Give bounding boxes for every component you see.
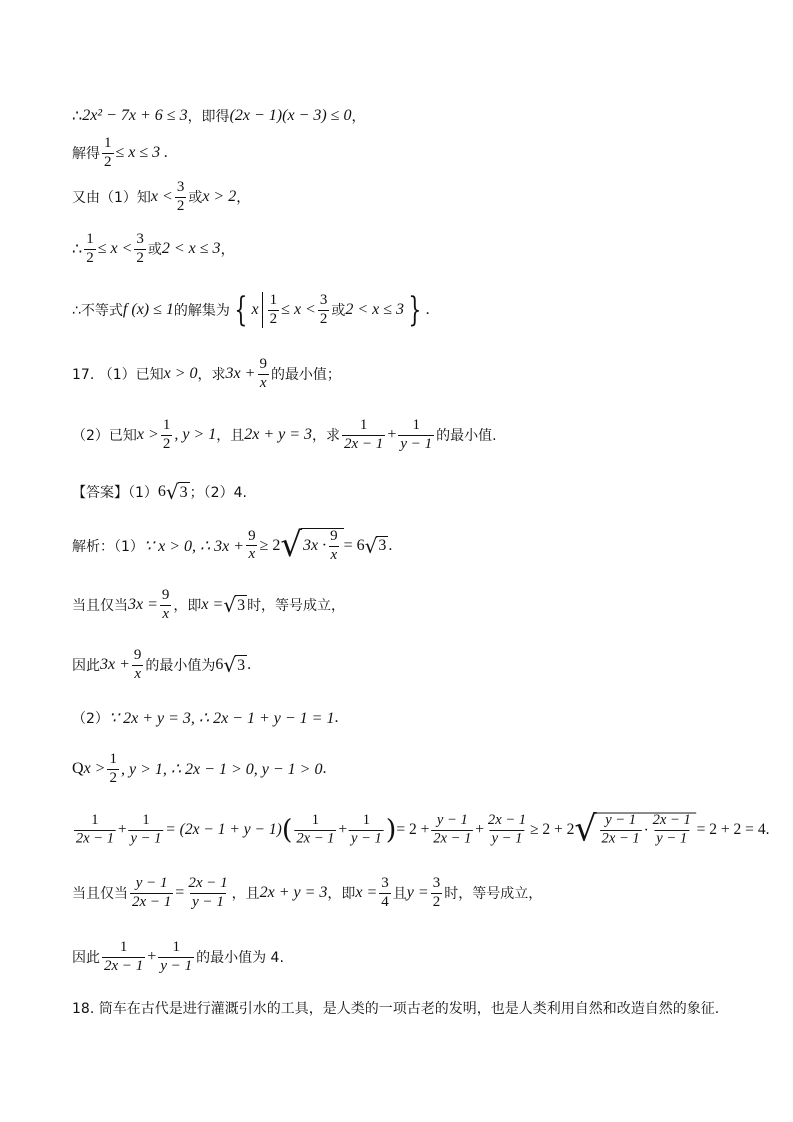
- text: ，即: [327, 886, 356, 903]
- numerator: 1: [119, 939, 128, 955]
- numerator: 2x − 1: [188, 875, 228, 891]
- fraction: [431, 876, 443, 911]
- numerator: 1: [86, 231, 94, 247]
- math-expression: 6: [215, 656, 224, 674]
- analysis-line-6: $\frac{1}{2x - 1}$ + $\frac{1}{y - 1}$ = (2x − 1 + y − 1) ( $\frac{1}{2x - 1}$ + $\frac{1}{y - 1}$ ) = 2 + $\frac{y - 1}{2x - 1}$ + $\frac{2x - 1}{y - 1}$ ≥ 2 + 2 √ $\frac{y - 1}{2x - 1}$ · $\frac{2x - 1}{y - 1}$ = 2 + 2 = 4.: [75, 809, 770, 850]
- denominator: 2: [162, 435, 171, 452]
- math-expression: 2x + y = 3: [259, 884, 328, 902]
- question-text: 18. 筒车在古代是进行灌溉引水的工具，是人类的一项古老的发明，也是人类利用自然和改造自然的象征.: [72, 1001, 720, 1017]
- fraction: [161, 418, 173, 453]
- numerator: 1: [412, 417, 420, 433]
- dot-operator: ·: [643, 821, 649, 839]
- fraction: [74, 813, 116, 846]
- numerator: 1: [362, 812, 371, 828]
- text: 的解集为: [173, 303, 230, 319]
- denominator: 2x − 1: [132, 893, 172, 910]
- fraction: [398, 418, 434, 453]
- text: ，: [351, 109, 366, 125]
- numerator: 1: [359, 417, 368, 433]
- fraction: [328, 529, 340, 564]
- analysis-line-3: [72, 648, 251, 683]
- denominator: x: [248, 546, 256, 563]
- text: 因此: [72, 950, 100, 967]
- numerator: 3: [176, 179, 185, 195]
- text: 或: [188, 190, 203, 207]
- math-expression: 2 < x ≤ 3: [345, 301, 405, 318]
- answer-line: [72, 482, 247, 502]
- text: .: [425, 301, 430, 318]
- math-expression: = (2x − 1 + y − 1): [165, 821, 282, 838]
- square-root: √ 3x · $\frac{9}{x}$: [280, 528, 343, 564]
- text: 又由（1）知: [72, 190, 151, 207]
- fraction: [651, 814, 693, 847]
- math-expression: = 6: [343, 536, 365, 554]
- math-expression: y =: [406, 884, 429, 902]
- denominator: 2: [432, 893, 441, 910]
- math-expression: f (x) ≤ 1: [122, 301, 174, 318]
- right-brace: }: [408, 290, 422, 330]
- text: .: [334, 709, 339, 726]
- denominator: 4: [381, 893, 389, 910]
- math-expression: ≤ x <: [281, 301, 316, 318]
- math-expression: x >: [136, 426, 159, 444]
- analysis-line-5: [72, 752, 326, 787]
- math-expression: , y > 1, ∴ 2x − 1 > 0, y − 1 > 0: [120, 761, 323, 779]
- therefore-symbol: ∴: [72, 241, 83, 259]
- text: 的最小值为 4.: [196, 950, 284, 967]
- radicand: 3: [179, 483, 188, 501]
- numerator: 1: [172, 939, 180, 955]
- fraction: [246, 529, 258, 564]
- math-expression: ∵ 2x + y = 3, ∴ 2x − 1 + y − 1 = 1: [108, 710, 335, 727]
- plus-sign: +: [117, 821, 127, 838]
- fraction: [600, 814, 642, 847]
- numerator: 1: [311, 812, 320, 828]
- math-expression: ∵ x > 0, ∴ 3x +: [143, 537, 245, 555]
- solution-line-2: [72, 136, 168, 171]
- denominator: x: [134, 665, 141, 682]
- numerator: 1: [104, 135, 112, 151]
- denominator: x: [330, 546, 338, 563]
- question-label: （2）已知: [72, 428, 137, 445]
- text: ；（2）4.: [189, 485, 247, 501]
- math-expression: x >: [83, 760, 106, 778]
- fraction: [84, 232, 96, 267]
- denominator: y − 1: [130, 830, 162, 847]
- numerator: y − 1: [605, 812, 637, 829]
- text: .: [388, 536, 393, 554]
- denominator: 2: [104, 153, 112, 170]
- radicand: 3: [378, 537, 387, 555]
- text: 或: [147, 242, 162, 259]
- numerator: 1: [91, 812, 99, 828]
- numerator: 1: [162, 417, 171, 433]
- numerator: 2x − 1: [652, 812, 691, 829]
- math-expression: 2 < x ≤ 3: [161, 240, 221, 258]
- square-root: √ 3: [223, 593, 246, 618]
- therefore-symbol: ∴: [72, 108, 83, 125]
- fraction: [158, 940, 194, 975]
- math-expression: x =: [355, 884, 378, 902]
- numerator: 9: [259, 356, 267, 372]
- math-expression: 3x +: [100, 656, 130, 674]
- numerator: 3: [319, 291, 328, 308]
- math-expression: (2x − 1)(x − 3) ≤ 0: [229, 107, 352, 124]
- text: ，即: [173, 598, 202, 615]
- numerator: 1: [269, 291, 278, 308]
- text: ，: [236, 190, 251, 207]
- fraction: [294, 813, 336, 846]
- math-expression: 3x =: [128, 596, 158, 614]
- fraction: [379, 876, 391, 911]
- solution-line-3: [72, 180, 250, 215]
- text: ，: [220, 242, 235, 259]
- denominator: 2: [136, 249, 144, 266]
- text: .: [322, 760, 327, 778]
- answer-label: 【答案】（1）: [72, 485, 158, 501]
- fraction: [486, 813, 528, 846]
- denominator: y − 1: [350, 830, 382, 847]
- fraction: [175, 180, 187, 215]
- solution-set-line: [72, 292, 430, 328]
- question-18: [72, 998, 719, 1018]
- math-expression: x > 0: [163, 365, 198, 383]
- fraction: [342, 418, 385, 453]
- text: ，求: [197, 367, 226, 384]
- denominator: 2x − 1: [601, 830, 640, 847]
- math-expression: ≥ 2 + 2: [529, 821, 575, 838]
- numerator: 1: [142, 812, 150, 828]
- denominator: 2x − 1: [433, 830, 472, 847]
- right-paren: ): [385, 813, 397, 846]
- symbol: Q: [72, 760, 84, 778]
- denominator: 2x − 1: [104, 957, 144, 974]
- denominator: y − 1: [192, 893, 224, 910]
- square-root: √ $\frac{y - 1}{2x - 1}$ · $\frac{2x - 1}{y - 1}$: [574, 813, 696, 848]
- text: 时，等号成立，: [247, 598, 346, 615]
- numerator: 9: [330, 528, 338, 544]
- text: ，且: [216, 428, 245, 445]
- left-paren: (: [281, 813, 293, 846]
- numerator: y − 1: [135, 875, 168, 891]
- set-divider: [262, 292, 263, 328]
- fraction: [132, 648, 144, 683]
- numerator: 1: [109, 751, 117, 767]
- text: ∴不等式: [72, 303, 123, 319]
- math-expression: 6: [157, 483, 166, 500]
- numerator: 9: [248, 527, 256, 544]
- fraction: [102, 940, 145, 975]
- numerator: 3: [432, 875, 441, 891]
- square-root: √ 3: [364, 533, 387, 558]
- text: .: [247, 656, 252, 674]
- denominator: 2: [319, 310, 328, 327]
- fraction: [134, 232, 146, 267]
- text: 当且仅当: [72, 886, 128, 903]
- fraction: [318, 293, 330, 328]
- analysis-line-8: [72, 940, 284, 975]
- denominator: 2: [269, 310, 278, 327]
- question-17-part-2: [72, 418, 497, 453]
- fraction: [129, 813, 164, 846]
- text: 的最小值；: [270, 367, 341, 384]
- solution-line-4: [72, 232, 235, 267]
- math-expression: ≤ x ≤ 3 .: [115, 144, 169, 162]
- text: 或: [331, 303, 346, 319]
- math-expression: x: [251, 301, 259, 318]
- text: 解得: [72, 146, 100, 163]
- numerator: 2x − 1: [487, 812, 527, 828]
- part-label: （2）: [72, 711, 109, 727]
- math-expression: 2x + y = 3: [244, 426, 313, 444]
- math-expression: = 2 + 2 = 4.: [696, 821, 770, 838]
- analysis-line-7: [72, 876, 542, 911]
- math-expression: x <: [150, 188, 173, 206]
- denominator: x: [162, 605, 169, 622]
- text: ，求: [312, 428, 341, 445]
- analysis-line-2: [72, 588, 345, 623]
- denominator: 2x − 1: [344, 435, 384, 452]
- denominator: 2: [109, 769, 117, 786]
- numerator: y − 1: [436, 812, 468, 828]
- radicand: 3: [237, 656, 246, 674]
- fraction: [160, 588, 172, 623]
- text: 的最小值为: [145, 658, 216, 675]
- fraction: [107, 752, 119, 787]
- denominator: 2x − 1: [75, 830, 115, 847]
- math-expression: x =: [201, 596, 224, 614]
- denominator: 2x − 1: [296, 830, 335, 847]
- square-root: √ 3: [165, 480, 188, 504]
- text: 时，等号成立，: [444, 886, 543, 903]
- math-expression: ≥ 2: [259, 536, 281, 554]
- denominator: y − 1: [400, 435, 433, 452]
- equals-sign: =: [175, 884, 185, 902]
- math-expression: x > 2: [202, 188, 237, 206]
- analysis-label: 解析：（1）: [72, 538, 144, 555]
- numerator: 3: [136, 231, 144, 247]
- plus-sign: +: [147, 948, 157, 966]
- math-expression: = 2 +: [396, 821, 430, 838]
- math-expression: ≤ x <: [97, 240, 133, 258]
- math-expression: , y > 1: [174, 426, 217, 444]
- analysis-line-4: [72, 708, 338, 728]
- numerator: 9: [161, 587, 170, 603]
- text: 的最小值.: [436, 428, 497, 445]
- fraction: [431, 813, 473, 846]
- fraction: [349, 813, 384, 846]
- left-brace: {: [234, 290, 248, 330]
- plus-sign: +: [387, 426, 397, 444]
- denominator: x: [259, 374, 267, 391]
- math-expression: 2x² − 7x + 6 ≤ 3: [82, 107, 188, 124]
- denominator: y − 1: [656, 830, 688, 847]
- fraction: [268, 293, 280, 328]
- denominator: y − 1: [160, 957, 193, 974]
- square-root: √ 3: [223, 653, 246, 678]
- denominator: 2: [176, 197, 185, 214]
- fraction: [130, 876, 173, 911]
- fraction: [257, 357, 269, 392]
- math-expression: 3x ·: [303, 537, 327, 555]
- text: 且: [392, 886, 407, 903]
- question-label: 17. （1）已知: [72, 367, 164, 384]
- fraction: [186, 876, 229, 911]
- text: ，且: [231, 886, 260, 903]
- radicand: 3: [237, 596, 246, 614]
- denominator: 2: [86, 249, 94, 266]
- analysis-line-1: [72, 525, 393, 565]
- solution-line-1: [72, 106, 365, 126]
- text: 当且仅当: [72, 598, 128, 615]
- math-expression: 3x +: [225, 365, 256, 383]
- numerator: 9: [133, 647, 142, 663]
- fraction: [102, 136, 114, 171]
- text: 因此: [72, 658, 100, 675]
- text: ，即得: [187, 109, 230, 125]
- numerator: 3: [381, 875, 389, 891]
- question-17-part-1: [72, 357, 341, 392]
- denominator: y − 1: [491, 830, 523, 847]
